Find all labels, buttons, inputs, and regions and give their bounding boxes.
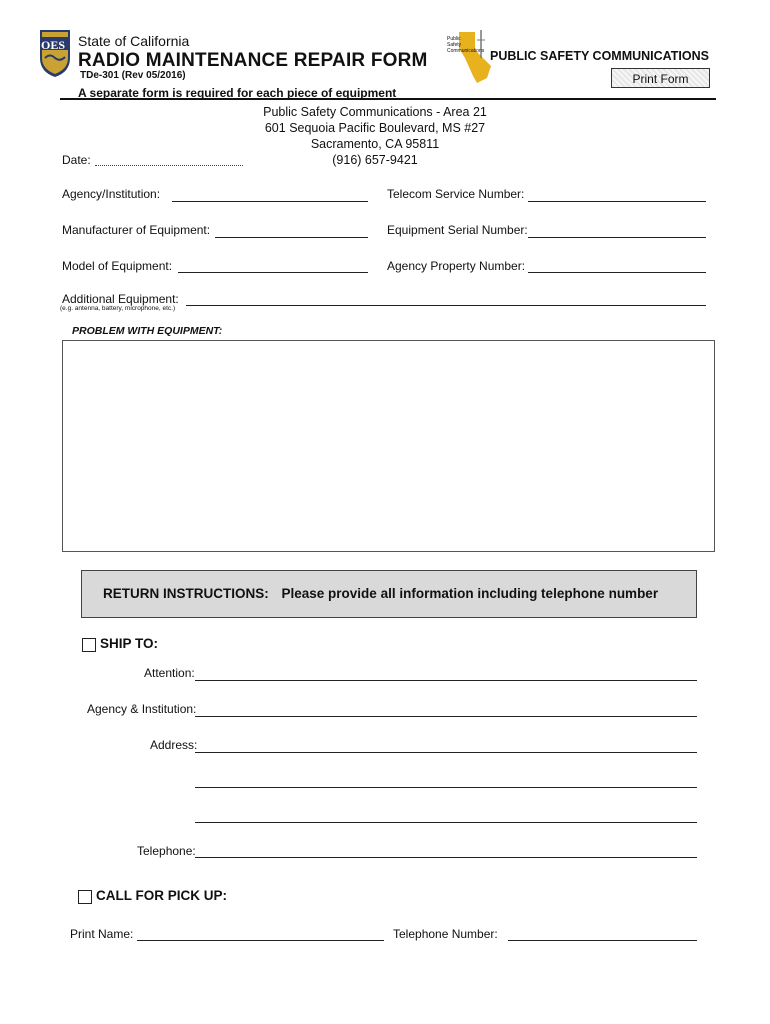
date-label: Date: (62, 153, 91, 167)
return-heading: RETURN INSTRUCTIONS: (103, 586, 269, 601)
address-label: Address: (150, 738, 198, 752)
address-field-line1[interactable] (195, 752, 697, 753)
attention-field[interactable] (195, 680, 697, 681)
additional-hint: (e.g. antenna, battery, microphone, etc.) (60, 305, 176, 312)
pickup-label: CALL FOR PICK UP: (96, 888, 227, 903)
telecom-label: Telecom Service Number: (387, 187, 525, 201)
ship-agency-label: Agency & Institution: (87, 702, 197, 716)
serial-label: Equipment Serial Number: (387, 223, 528, 237)
psc-title: PUBLIC SAFETY COMMUNICATIONS (490, 49, 709, 63)
ship-telephone-field[interactable] (195, 857, 697, 858)
address-block: Public Safety Communications - Area 21 601 Sequoia Pacific Boulevard, MS #27 Sacramento, CA 95811 (916) 657-9421 (263, 105, 487, 167)
pickup-telephone-label: Telephone Number: (393, 927, 498, 941)
oes-seal-icon (38, 28, 72, 78)
psc-logo-text: Public Safety Communications (447, 36, 485, 54)
additional-label: Additional Equipment: (62, 292, 179, 306)
state-label: State of California (78, 33, 190, 49)
ship-agency-field[interactable] (195, 716, 697, 717)
attention-label: Attention: (144, 666, 195, 680)
ship-to-label: SHIP TO: (100, 636, 159, 651)
address-field-line3[interactable] (195, 822, 697, 823)
telecom-field[interactable] (528, 201, 706, 202)
property-field[interactable] (528, 272, 706, 273)
agency-label: Agency/Institution: (62, 187, 161, 201)
pickup-checkbox[interactable] (78, 890, 92, 904)
date-field[interactable] (95, 165, 243, 166)
manufacturer-field[interactable] (215, 237, 368, 238)
serial-field[interactable] (528, 237, 706, 238)
address-field-line2[interactable] (195, 787, 697, 788)
model-label: Model of Equipment: (62, 259, 173, 273)
form-title: RADIO MAINTENANCE REPAIR FORM (78, 50, 428, 71)
header-divider (60, 98, 716, 100)
ship-telephone-label: Telephone: (137, 844, 196, 858)
return-instructions-box (81, 570, 697, 618)
pickup-telephone-field[interactable] (508, 940, 697, 941)
manufacturer-label: Manufacturer of Equipment: (62, 223, 211, 237)
additional-field[interactable] (186, 305, 706, 306)
return-text: Please provide all information including telephone number (281, 586, 659, 601)
print-name-label: Print Name: (70, 927, 134, 941)
problem-label: PROBLEM WITH EQUIPMENT: (72, 325, 223, 337)
agency-field[interactable] (172, 201, 368, 202)
form-number: TDe-301 (Rev 05/2016) (80, 70, 186, 81)
separate-notice: A separate form is required for each piece of equipment (78, 86, 397, 100)
property-label: Agency Property Number: (387, 259, 526, 273)
model-field[interactable] (178, 272, 368, 273)
print-name-field[interactable] (137, 940, 384, 941)
ship-to-checkbox[interactable] (82, 638, 96, 652)
oes-logo-text: OES (41, 38, 66, 52)
problem-textarea[interactable] (62, 340, 715, 552)
print-form-button[interactable]: Print Form (611, 68, 710, 88)
